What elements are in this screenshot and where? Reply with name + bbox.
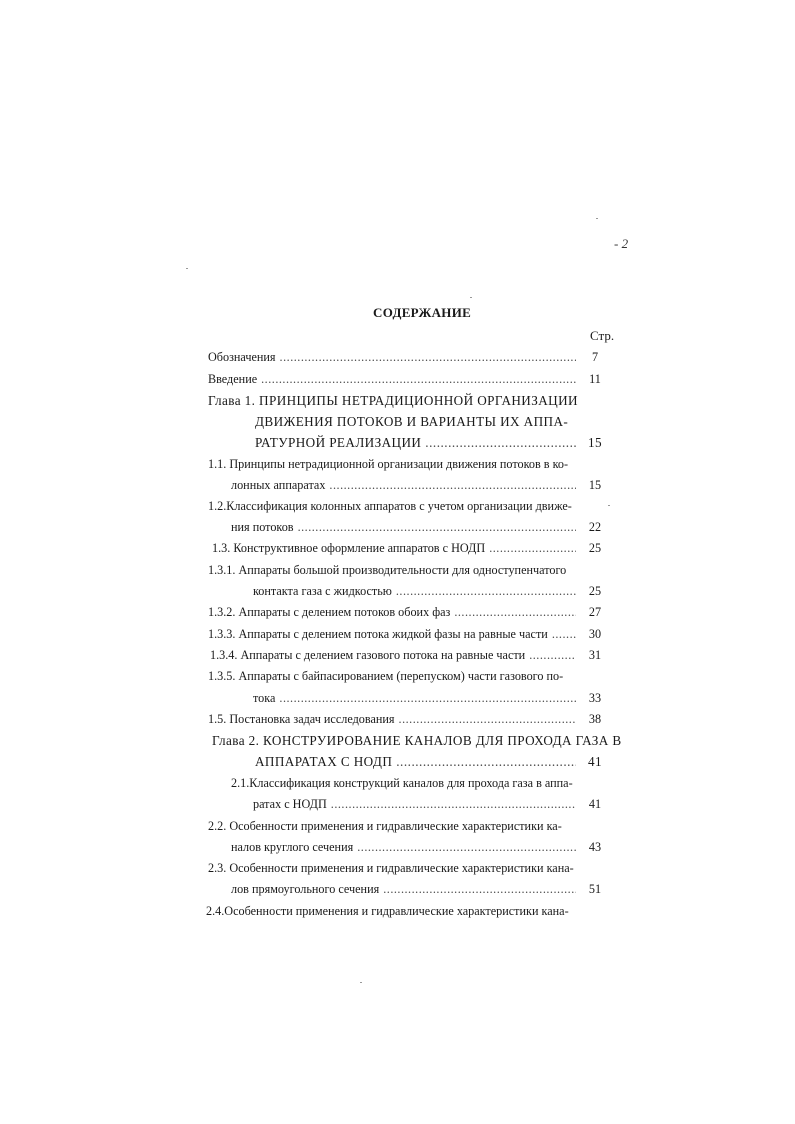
toc-entry-page: 38 [588, 712, 602, 726]
toc-entry-text: 1.3.2. Аппараты с делением потоков обоих фаз [208, 605, 451, 619]
toc-entry-page: 51 [588, 882, 602, 896]
toc-entry-page: 15 [588, 478, 602, 492]
toc-entry-page: 33 [588, 691, 602, 705]
toc-entry-line[interactable] [231, 775, 608, 792]
toc-entry-text: тока [253, 691, 276, 705]
toc-entry[interactable] [208, 371, 608, 388]
leader-dots [489, 540, 576, 557]
leader-dots [357, 839, 576, 856]
leader-dots [529, 647, 576, 664]
toc-entry-text: 1.5. Постановка задач исследования [208, 712, 395, 726]
toc-entry-line[interactable] [206, 903, 608, 920]
toc-entry-text: РАТУРНОЙ РЕАЛИЗАЦИИ [255, 435, 422, 450]
toc-entry-page: 43 [588, 840, 602, 854]
toc-entry[interactable] [231, 839, 608, 856]
leader-dots [396, 583, 576, 600]
toc-entry-page: 41 [588, 797, 602, 811]
leader-dots [280, 349, 576, 366]
toc-entry[interactable] [253, 690, 608, 707]
toc-entry-line[interactable] [208, 860, 608, 877]
toc-entry-text: 1.2.Классификация колонных аппаратов с учетом организации движе- [208, 499, 572, 513]
toc-entry-text: 2.3. Особенности применения и гидравлические характеристики кана- [208, 861, 574, 875]
toc-entry[interactable] [208, 604, 608, 621]
toc-entry-line[interactable] [208, 668, 608, 685]
toc-entry-line[interactable] [208, 498, 608, 515]
toc-entry-text: 1.3. Конструктивное оформление аппаратов с НОДП [212, 541, 486, 555]
toc-entry-text: 2.4.Особенности применения и гидравлические характеристики кана- [206, 904, 569, 918]
toc-entry-text: 2.2. Особенности применения и гидравлические характеристики ка- [208, 819, 562, 833]
toc-entry-text: 1.3.3. Аппараты с делением потока жидкой фазы на равные части [208, 627, 548, 641]
toc-entry[interactable] [255, 753, 608, 770]
toc-entry-page: 27 [588, 605, 602, 619]
toc-entry-page: 7 [591, 350, 599, 364]
toc-entry-text: 1.1. Принципы нетрадиционной организации движения потоков в ко- [208, 457, 569, 471]
toc-entry-text: Обозначения [208, 350, 276, 364]
leader-dots [383, 881, 576, 898]
leader-dots [425, 434, 576, 451]
toc-entry[interactable] [231, 881, 608, 898]
toc-entry-text: ратах с НОДП [253, 797, 327, 811]
toc-title: СОДЕРЖАНИЕ [373, 305, 472, 320]
scan-speck [608, 505, 610, 506]
scan-speck [186, 268, 188, 269]
toc-entry-page: 15 [588, 435, 602, 450]
leader-dots [399, 711, 576, 728]
toc-entry-text: контакта газа с жидкостью [253, 584, 392, 598]
scan-speck [470, 297, 472, 298]
toc-entry-page: 30 [588, 627, 602, 641]
scan-speck [596, 218, 598, 219]
toc-entry-text: 2.1.Классификация конструкций каналов для прохода газа в аппа- [231, 776, 573, 790]
toc-entry[interactable] [208, 711, 608, 728]
toc-entry[interactable] [253, 796, 608, 813]
leader-dots [279, 690, 576, 707]
toc-entry-text: налов круглого сечения [231, 840, 354, 854]
toc-entry[interactable] [231, 519, 608, 536]
leader-dots [552, 626, 576, 643]
toc-entry-text: ния потоков [231, 520, 294, 534]
toc-entry-text: 1.3.4. Аппараты с делением газового потока на равные части [210, 648, 526, 662]
toc-entry-line[interactable] [208, 456, 608, 473]
toc-entry[interactable] [210, 647, 608, 664]
toc-chapter-line[interactable] [212, 732, 622, 749]
leader-dots [454, 604, 576, 621]
toc-entry[interactable] [253, 583, 608, 600]
toc-entry-page: 41 [588, 754, 602, 769]
toc-entry[interactable] [212, 540, 608, 557]
toc-entry-page: 25 [588, 584, 602, 598]
leader-dots [396, 753, 576, 770]
scan-speck [360, 982, 362, 983]
toc-entry-line[interactable] [208, 818, 608, 835]
toc-entry[interactable] [255, 434, 608, 451]
leader-dots [298, 519, 576, 536]
toc-entry-text: 1.3.5. Аппараты с байпасированием (перепуском) части газового по- [208, 669, 564, 683]
toc-entry-text: Введение [208, 372, 258, 386]
toc-entry-text: ДВИЖЕНИЯ ПОТОКОВ И ВАРИАНТЫ ИХ АППА- [255, 414, 569, 429]
toc-entry-line[interactable] [208, 562, 608, 579]
leader-dots [331, 796, 576, 813]
toc-chapter-line[interactable] [208, 392, 608, 409]
toc-entry-text: Глава 1. ПРИНЦИПЫ НЕТРАДИЦИОННОЙ ОРГАНИЗАЦИИ [208, 393, 578, 408]
page-number: - 2 [614, 236, 629, 251]
toc-entry-page: 11 [589, 372, 601, 386]
toc-entry-page: 22 [588, 520, 602, 534]
toc-chapter-line[interactable] [255, 413, 608, 430]
toc-entry[interactable] [231, 477, 608, 494]
toc-entry-text: АППАРАТАХ С НОДП [255, 754, 393, 769]
toc-entry-text: лов прямоугольного сечения [231, 882, 380, 896]
toc-entry-text: 1.3.1. Аппараты большой производительности для одноступенчатого [208, 563, 567, 577]
toc-entry[interactable] [208, 349, 608, 366]
toc-entry-text: лонных аппаратах [231, 478, 326, 492]
page-column-label: Стр. [590, 328, 615, 343]
leader-dots [329, 477, 576, 494]
toc-entry-text: Глава 2. КОНСТРУИРОВАНИЕ КАНАЛОВ ДЛЯ ПРОХОДА ГАЗА В [212, 733, 622, 748]
toc-entry-page: 25 [588, 541, 602, 555]
leader-dots [261, 371, 576, 388]
toc-entry[interactable] [208, 626, 608, 643]
toc-entry-page: 31 [588, 648, 602, 662]
